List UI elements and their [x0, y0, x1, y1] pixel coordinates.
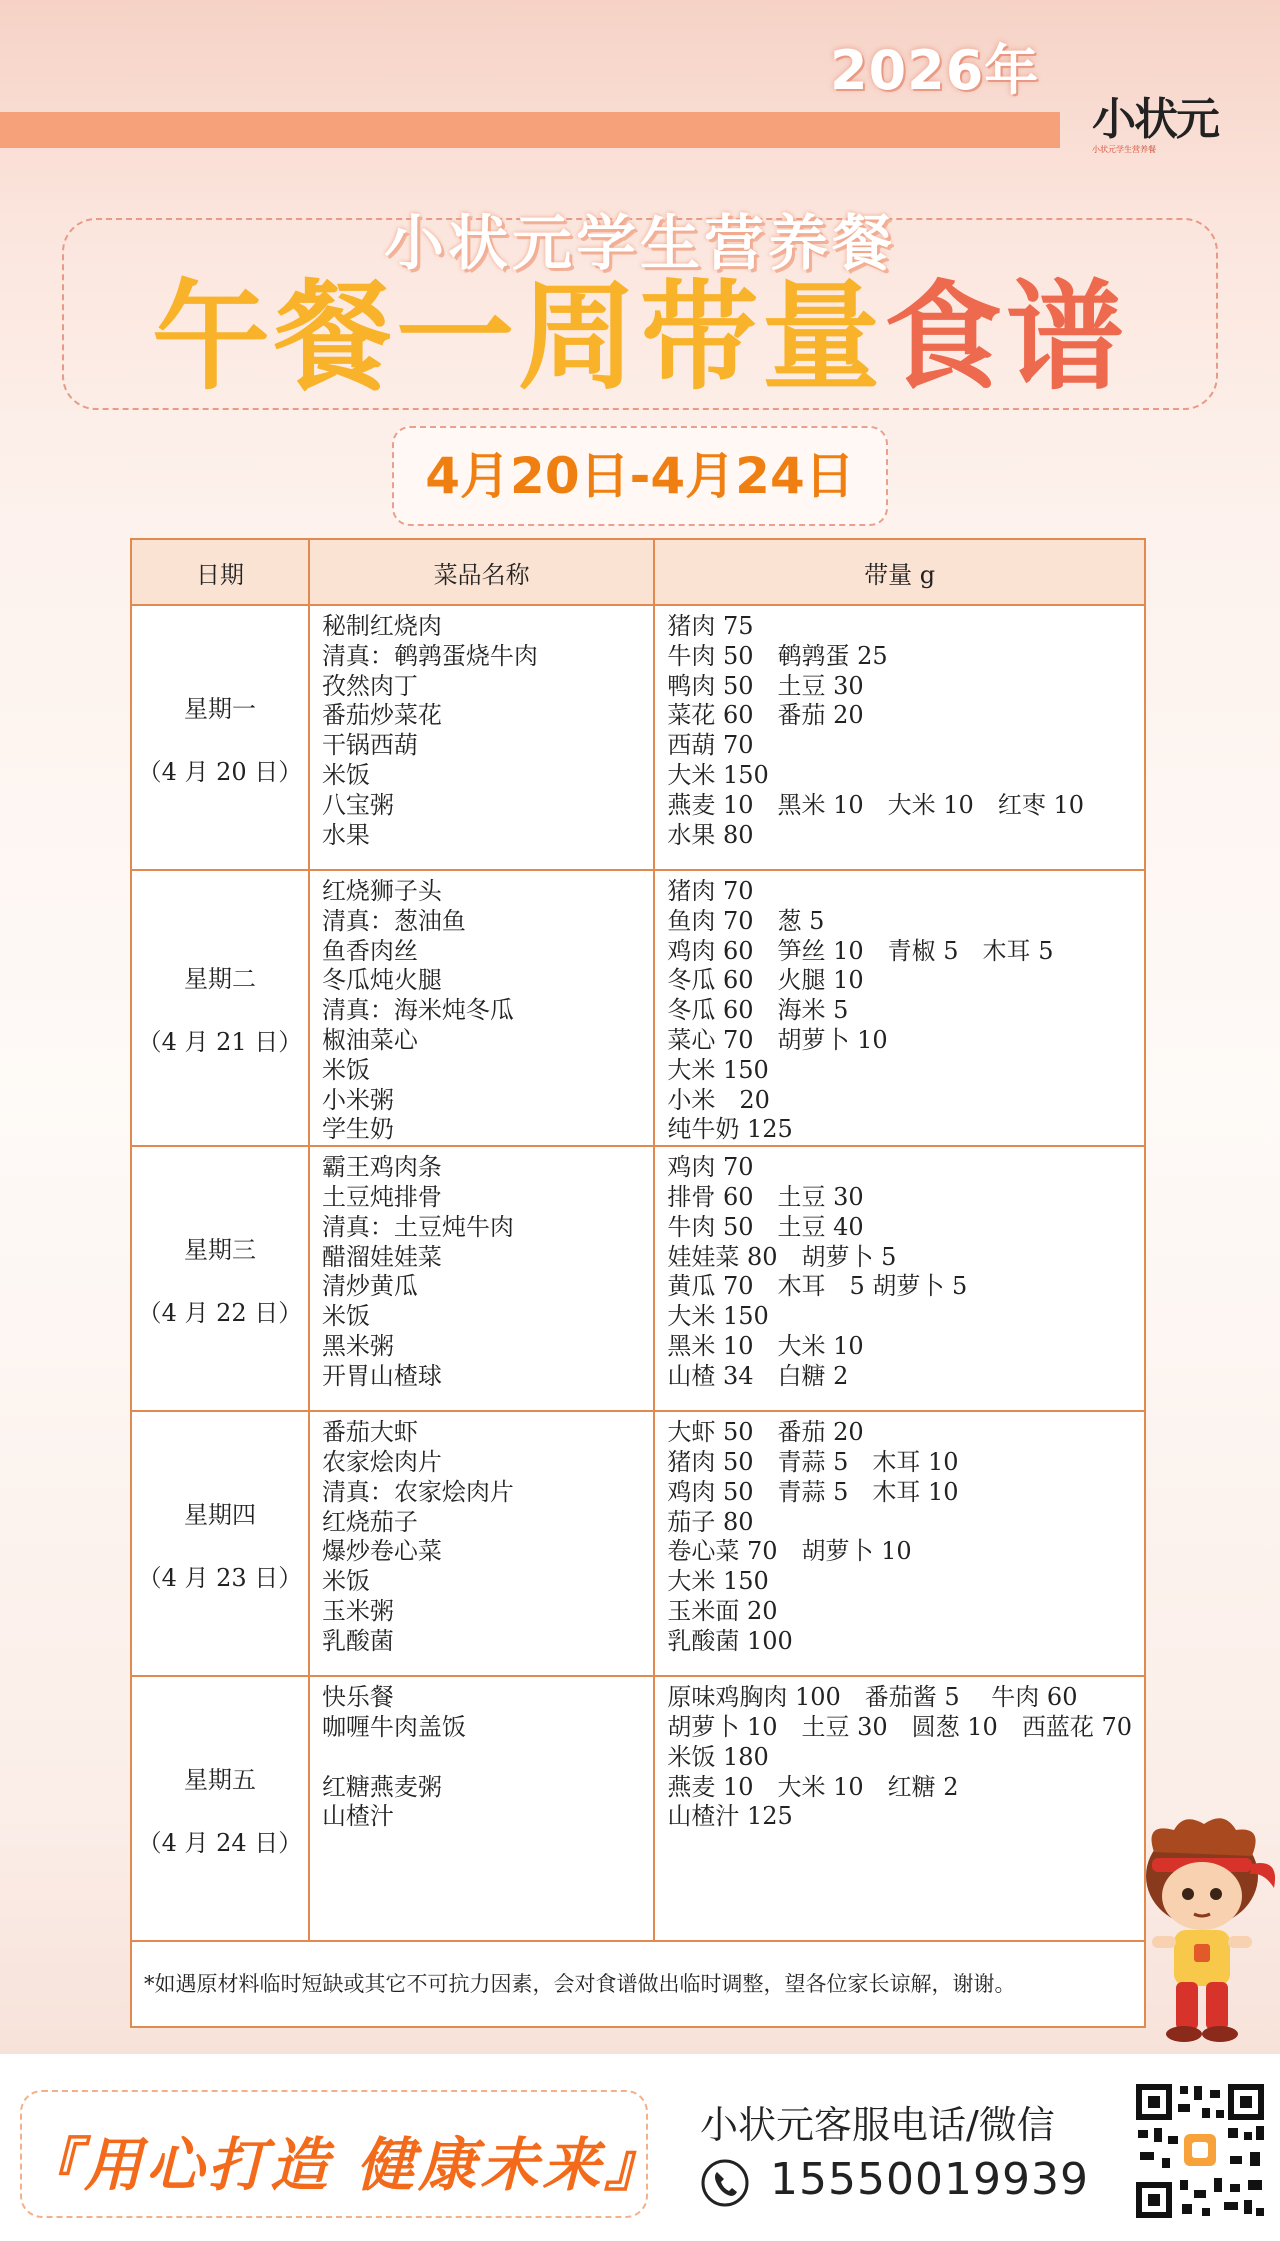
header-date: 日期: [131, 539, 309, 605]
amount-item: 卷心菜 70 胡萝卜 10: [667, 1537, 912, 1566]
service-label: 小状元客服电话/微信: [700, 2103, 1055, 2147]
dish-item: 水果: [321, 820, 370, 849]
amount-item: 鸡肉 60 笋丝 10 青椒 5 木耳 5: [667, 936, 1054, 965]
amount-item: 胡萝卜 10 土豆 30 圆葱 10 西蓝花 70: [667, 1712, 1132, 1741]
dish-item: 清真：鹌鹑蛋烧牛肉: [321, 641, 538, 670]
dish-item: 黑米粥: [321, 1331, 394, 1360]
amount-item: 大米 150: [667, 760, 769, 789]
table-row: [131, 1411, 1145, 1676]
dish-cell: [309, 870, 654, 1146]
dish-item: 玉米粥: [321, 1596, 394, 1625]
dish-item: 爆炒卷心菜: [321, 1537, 442, 1566]
table-row: [131, 605, 1145, 870]
amount-item: 黑米 10 大米 10: [667, 1331, 864, 1360]
amount-item: 牛肉 50 鹌鹑蛋 25: [667, 641, 888, 670]
dish-item: 霸王鸡肉条: [321, 1153, 442, 1182]
date-label: （4 月 21 日）: [137, 1028, 303, 1057]
amount-cell: [654, 605, 1145, 870]
amount-cell: [654, 1411, 1145, 1676]
amount-item: 冬瓜 60 海米 5: [667, 996, 849, 1025]
phone-icon: [700, 2158, 750, 2208]
dish-cell: [309, 1411, 654, 1676]
year-label: 2026年: [830, 39, 1040, 102]
amount-item: 山楂 34 白糖 2: [667, 1361, 849, 1390]
dish-item: 米饭: [321, 1302, 370, 1331]
dish-item: 山楂汁: [321, 1802, 394, 1831]
amount-item: 小米 20: [667, 1085, 770, 1114]
page-title-part2: 食谱: [884, 268, 1129, 406]
table-row: [131, 1676, 1145, 1941]
dish-item: 番茄炒菜花: [321, 701, 442, 730]
amount-item: 大米 150: [667, 1302, 769, 1331]
dish-item: 八宝粥: [321, 790, 394, 819]
dish-item: 清真：农家烩肉片: [321, 1477, 514, 1506]
phone-number[interactable]: 15550019939: [770, 2154, 1089, 2205]
amount-item: 黄瓜 70 木耳 5 胡萝卜 5: [667, 1272, 968, 1301]
dish-item: 清真：葱油鱼: [321, 906, 466, 935]
amount-item: 大米 150: [667, 1055, 769, 1084]
dish-item: 学生奶: [321, 1115, 394, 1144]
date-label: （4 月 20 日）: [137, 757, 303, 786]
amount-item: 菜花 60 番茄 20: [667, 701, 864, 730]
note-text: *如遇原材料临时短缺或其它不可抗力因素，会对食谱做出临时调整，望各位家长谅解，谢谢。: [131, 1941, 1145, 2027]
menu-table: [130, 538, 1146, 2028]
weekday-label: 星期一: [183, 694, 256, 723]
day-cell: [131, 1411, 309, 1676]
amount-cell: [654, 870, 1145, 1146]
dish-item: 冬瓜炖火腿: [321, 966, 442, 995]
amount-item: 鸡肉 70: [667, 1153, 754, 1182]
dish-item: 鱼香肉丝: [321, 936, 418, 965]
amount-item: 排骨 60 土豆 30: [667, 1182, 864, 1211]
amount-item: 猪肉 50 青蒜 5 木耳 10: [667, 1447, 959, 1476]
table-header-row: [131, 539, 1145, 605]
dish-item: 咖喱牛肉盖饭: [321, 1712, 466, 1741]
amount-item: 米饭 180: [667, 1742, 769, 1771]
dish-item: 清真：土豆炖牛肉: [321, 1212, 514, 1241]
dish-item: 番茄大虾: [321, 1418, 418, 1447]
dish-item: 米饭: [321, 1055, 370, 1084]
amount-item: 牛肉 50 土豆 40: [667, 1212, 864, 1241]
dish-item: 乳酸菌: [321, 1626, 394, 1655]
menu-body: [131, 605, 1145, 1941]
dish-item: 红烧茄子: [321, 1507, 418, 1536]
dish-item: 椒油菜心: [321, 1025, 418, 1054]
date-label: （4 月 24 日）: [137, 1828, 303, 1857]
weekday-label: 星期三: [183, 1235, 256, 1264]
header-dish: 菜品名称: [309, 539, 654, 605]
amount-item: 燕麦 10 黑米 10 大米 10 红枣 10: [667, 790, 1084, 819]
amount-item: 水果 80: [667, 820, 754, 849]
dish-item: 红烧狮子头: [321, 877, 442, 905]
date-label: （4 月 23 日）: [137, 1563, 303, 1592]
amount-item: 大虾 50 番茄 20: [667, 1418, 864, 1447]
amount-item: 鸭肉 50 土豆 30: [667, 671, 864, 700]
header-amount: 带量 g: [654, 539, 1145, 605]
amount-item: 菜心 70 胡萝卜 10: [667, 1025, 888, 1054]
qr-code[interactable]: [1132, 2080, 1268, 2222]
dish-item: 清炒黄瓜: [321, 1272, 418, 1301]
header-band: [0, 112, 1060, 148]
footer: [0, 2054, 1280, 2241]
amount-item: 鱼肉 70 葱 5: [667, 906, 825, 935]
dish-cell: [309, 1146, 654, 1411]
dish-cell: [309, 605, 654, 870]
amount-item: 原味鸡胸肉 100 番茄酱 5 牛肉 60: [667, 1683, 1078, 1712]
brand-logo: [1092, 96, 1242, 156]
subtitle: 小状元学生营养餐: [384, 209, 896, 279]
page-title-part1: 午餐一周带量: [151, 268, 884, 406]
dish-item: 米饭: [321, 760, 370, 789]
dish-item: 醋溜娃娃菜: [321, 1242, 442, 1271]
slogan: 『用心打造 健康未来』: [22, 2131, 667, 2199]
amount-item: 乳酸菌 100: [667, 1626, 793, 1655]
page-title: [0, 268, 1280, 406]
amount-item: 茄子 80: [667, 1507, 754, 1536]
weekday-label: 星期四: [183, 1500, 256, 1529]
day-cell: [131, 870, 309, 1146]
amount-item: 山楂汁 125: [667, 1802, 793, 1831]
dish-item: 清真：海米炖冬瓜: [321, 996, 514, 1025]
amount-item: 猪肉 70: [667, 877, 754, 905]
amount-item: 纯牛奶 125: [667, 1115, 793, 1144]
amount-item: 玉米面 20: [667, 1596, 778, 1625]
day-cell: [131, 605, 309, 870]
amount-item: 猪肉 75: [667, 612, 754, 640]
dish-item: 农家烩肉片: [321, 1447, 442, 1476]
dish-item: 小米粥: [321, 1085, 394, 1114]
dish-item: 干锅西葫: [321, 731, 418, 760]
slogan-frame: [20, 2090, 667, 2218]
dish-item: 米饭: [321, 1567, 370, 1596]
dish-cell: [309, 1676, 654, 1941]
weekday-label: 星期五: [183, 1765, 256, 1794]
brand-logo-text: 小状元: [1092, 94, 1218, 145]
weekday-label: 星期二: [183, 965, 256, 994]
dish-item: [322, 1743, 641, 1773]
dish-item: 快乐餐: [321, 1683, 394, 1712]
amount-item: 冬瓜 60 火腿 10: [667, 966, 864, 995]
date-range: 4月20日-4月24日: [392, 426, 888, 526]
dish-item: 开胃山楂球: [321, 1361, 442, 1390]
amount-item: 燕麦 10 大米 10 红糖 2: [667, 1772, 959, 1801]
amount-item: 西葫 70: [667, 731, 754, 760]
amount-item: 娃娃菜 80 胡萝卜 5: [667, 1242, 897, 1271]
amount-item: 鸡肉 50 青蒜 5 木耳 10: [667, 1477, 959, 1506]
amount-cell: [654, 1676, 1145, 1941]
brand-logo-sub: 小状元学生营养餐: [1092, 145, 1156, 154]
dish-item: 秘制红烧肉: [321, 612, 442, 640]
mascot-illustration: [1124, 1812, 1280, 2044]
table-row: [131, 1146, 1145, 1411]
date-label: （4 月 22 日）: [137, 1298, 303, 1327]
table-row: [131, 870, 1145, 1146]
note-row: [131, 1941, 1145, 2027]
amount-cell: [654, 1146, 1145, 1411]
day-cell: [131, 1676, 309, 1941]
dish-item: 土豆炖排骨: [321, 1182, 442, 1211]
day-cell: [131, 1146, 309, 1411]
dish-item: 孜然肉丁: [321, 671, 418, 700]
amount-item: 大米 150: [667, 1567, 769, 1596]
dish-item: 红糖燕麦粥: [321, 1772, 442, 1801]
